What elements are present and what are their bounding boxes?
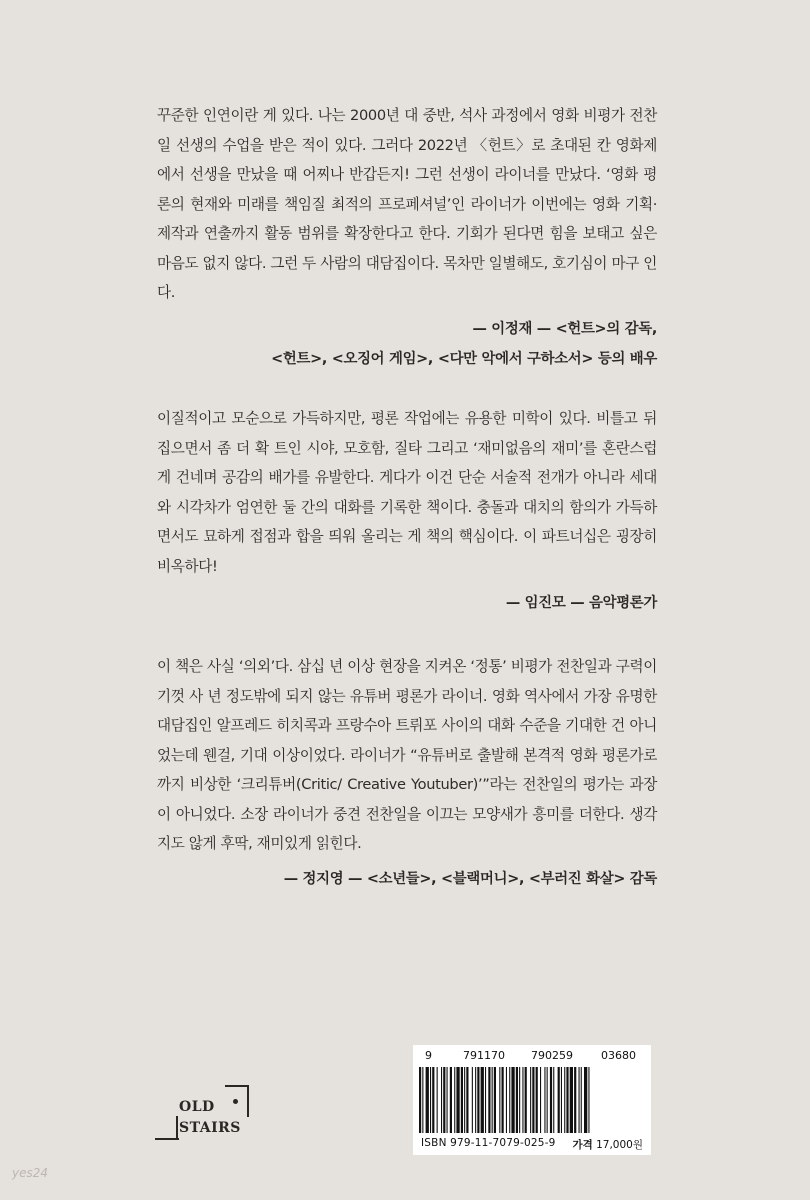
barcode-bar bbox=[450, 1067, 452, 1133]
barcode-bar bbox=[502, 1067, 504, 1133]
barcode-bar bbox=[432, 1067, 434, 1133]
price-value: 17,000원 bbox=[596, 1139, 643, 1151]
barcode-bar bbox=[430, 1067, 431, 1133]
barcode-bar bbox=[475, 1067, 476, 1133]
barcode-bar bbox=[488, 1067, 490, 1133]
quote-text: 이 책은 사실 ‘의외’다. 삼십 년 이상 현장을 지켜온 ‘정통’ 비평가 전찬일과 구력이 기껏 사 년 정도밖에 되지 않는 유튜버 평론가 라이너. 영화 역사에서 가장 유명한 대담집인 알프레드 히치콕과 프랑수아 트뤼포 사이의 대화 수준을 기대한 건 아니었는데 웬걸, 기대 이상이었다. 라이너가 “유튜버로 출발해 본격적 영화 평론가로까지 비상한 ‘크리튜버(Critic/ Creative Youtuber)’”라는 전찬일의 평가는 과장이 아니었다. 소장 라이너가 중견 전찬일을 이끄는 모양새가 흥미를 더한다. 생각지도 않게 후딱, 재미있게 읽힌다. bbox=[157, 658, 657, 852]
barcode-bar bbox=[461, 1067, 463, 1133]
barcode-digit-group: 03680 bbox=[601, 1049, 636, 1062]
publisher-logo bbox=[155, 1085, 255, 1145]
barcode-bar bbox=[422, 1067, 423, 1133]
barcode-bar bbox=[419, 1067, 421, 1133]
quote-block-2 bbox=[157, 404, 657, 617]
barcode-bar bbox=[472, 1067, 473, 1133]
quote-attribution: — 이정재 — <헌트>의 감독, bbox=[472, 320, 657, 337]
barcode-bar bbox=[506, 1067, 507, 1133]
barcode-bar bbox=[525, 1067, 527, 1133]
barcode-bar bbox=[588, 1067, 589, 1133]
price-text bbox=[572, 1137, 643, 1152]
barcode-bar bbox=[579, 1067, 580, 1133]
barcode-bar bbox=[481, 1067, 484, 1133]
barcode-bar bbox=[532, 1067, 534, 1133]
quote-block-3 bbox=[157, 652, 657, 893]
barcode-bar bbox=[550, 1067, 552, 1133]
price-label: 가격 bbox=[572, 1139, 593, 1151]
barcode-bar bbox=[492, 1067, 493, 1133]
barcode-bar bbox=[466, 1067, 468, 1133]
barcode-digit-group: 9 bbox=[425, 1049, 432, 1062]
barcode-bar bbox=[494, 1067, 496, 1133]
barcode-bar bbox=[553, 1067, 554, 1133]
publisher-name-line2: STAIRS bbox=[179, 1120, 241, 1136]
logo-stair-bar bbox=[176, 1116, 178, 1138]
barcode-bar bbox=[447, 1067, 448, 1133]
barcode-bar bbox=[464, 1067, 465, 1133]
barcode-bar bbox=[516, 1067, 518, 1133]
barcode-bar bbox=[511, 1067, 514, 1133]
barcode-bar bbox=[426, 1067, 429, 1133]
quote-text: 꾸준한 인연이란 게 있다. 나는 2000년 대 중반, 석사 과정에서 영화 비평가 전찬일 선생의 수업을 받은 적이 있다. 그러다 2022년 〈헌트〉로 초대된 칸 영화제에서 선생을 만났을 때 어찌나 반갑든지! 그런 선생이 라이너를 만났다. ‘영화 평론의 현재와 미래를 책임질 최적의 프로페셔널’인 라이너가 이번에는 영화 기획·제작과 연출까지 활동 범위를 확장한다고 한다. 기회가 된다면 힘을 보태고 싶은 마음도 없지 않다. 그런 두 사람의 대담집이다. 목차만 일별해도, 호기심이 마구 인다. bbox=[157, 107, 657, 301]
barcode-bar bbox=[540, 1067, 541, 1133]
barcode-bar bbox=[584, 1067, 587, 1133]
barcode-bars bbox=[419, 1067, 645, 1133]
barcode-bar bbox=[564, 1067, 565, 1133]
barcode-bar bbox=[441, 1067, 442, 1133]
barcode-bar bbox=[558, 1067, 560, 1133]
quote-attribution: — 정지영 — <소년들>, <블랙머니>, <부러진 화살> 감독 bbox=[283, 870, 657, 887]
quote-attribution-roles: <헌트>, <오징어 게임>, <다만 악에서 구하소서> 등의 배우 bbox=[271, 350, 657, 367]
barcode-bar bbox=[547, 1067, 548, 1133]
barcode-bar bbox=[544, 1067, 545, 1133]
isbn-text: ISBN 979-11-7079-025-9 bbox=[421, 1137, 556, 1149]
barcode-panel bbox=[413, 1045, 651, 1155]
barcode-bar bbox=[477, 1067, 479, 1133]
barcode-bar bbox=[454, 1067, 455, 1133]
barcode-bar bbox=[519, 1067, 520, 1133]
barcode-digit-group: 791170 bbox=[463, 1049, 505, 1062]
barcode-bar bbox=[499, 1067, 500, 1133]
barcode-bar bbox=[509, 1067, 510, 1133]
barcode-bar bbox=[522, 1067, 523, 1133]
logo-dot bbox=[233, 1099, 238, 1104]
watermark: yes24 bbox=[12, 1166, 49, 1180]
barcode-bar bbox=[581, 1067, 582, 1133]
barcode-bar bbox=[536, 1067, 538, 1133]
publisher-name-line1: OLD bbox=[179, 1099, 215, 1115]
barcode-bar bbox=[443, 1067, 445, 1133]
barcode-bar bbox=[566, 1067, 568, 1133]
quote-text: 이질적이고 모순으로 가득하지만, 평론 작업에는 유용한 미학이 있다. 비틀고 뒤집으면서 좀 더 확 트인 시야, 모호함, 질타 그리고 ‘재미없음의 재미’를 혼란스럽게 건네며 공감의 배가를 유발한다. 게다가 이건 단순 서술적 전개가 아니라 세대와 시각차가 엄연한 둘 간의 대화를 기록한 책이다. 충돌과 대치의 함의가 가득하면서도 묘하게 접점과 합을 띄워 올리는 게 책의 핵심이다. 이 파트너십은 굉장히 비옥하다! bbox=[157, 410, 657, 575]
barcode-bar bbox=[530, 1067, 531, 1133]
barcode-bar bbox=[570, 1067, 573, 1133]
barcode-bar bbox=[561, 1067, 562, 1133]
quote-attribution: — 임진모 — 음악평론가 bbox=[505, 595, 657, 611]
logo-base-line bbox=[155, 1138, 179, 1140]
barcode-digit-group: 790259 bbox=[531, 1049, 573, 1062]
quote-block-1 bbox=[157, 101, 657, 373]
barcode-bar bbox=[437, 1067, 438, 1133]
barcode-bar bbox=[456, 1067, 459, 1133]
barcode-bar bbox=[574, 1067, 576, 1133]
barcode-bar bbox=[485, 1067, 486, 1133]
